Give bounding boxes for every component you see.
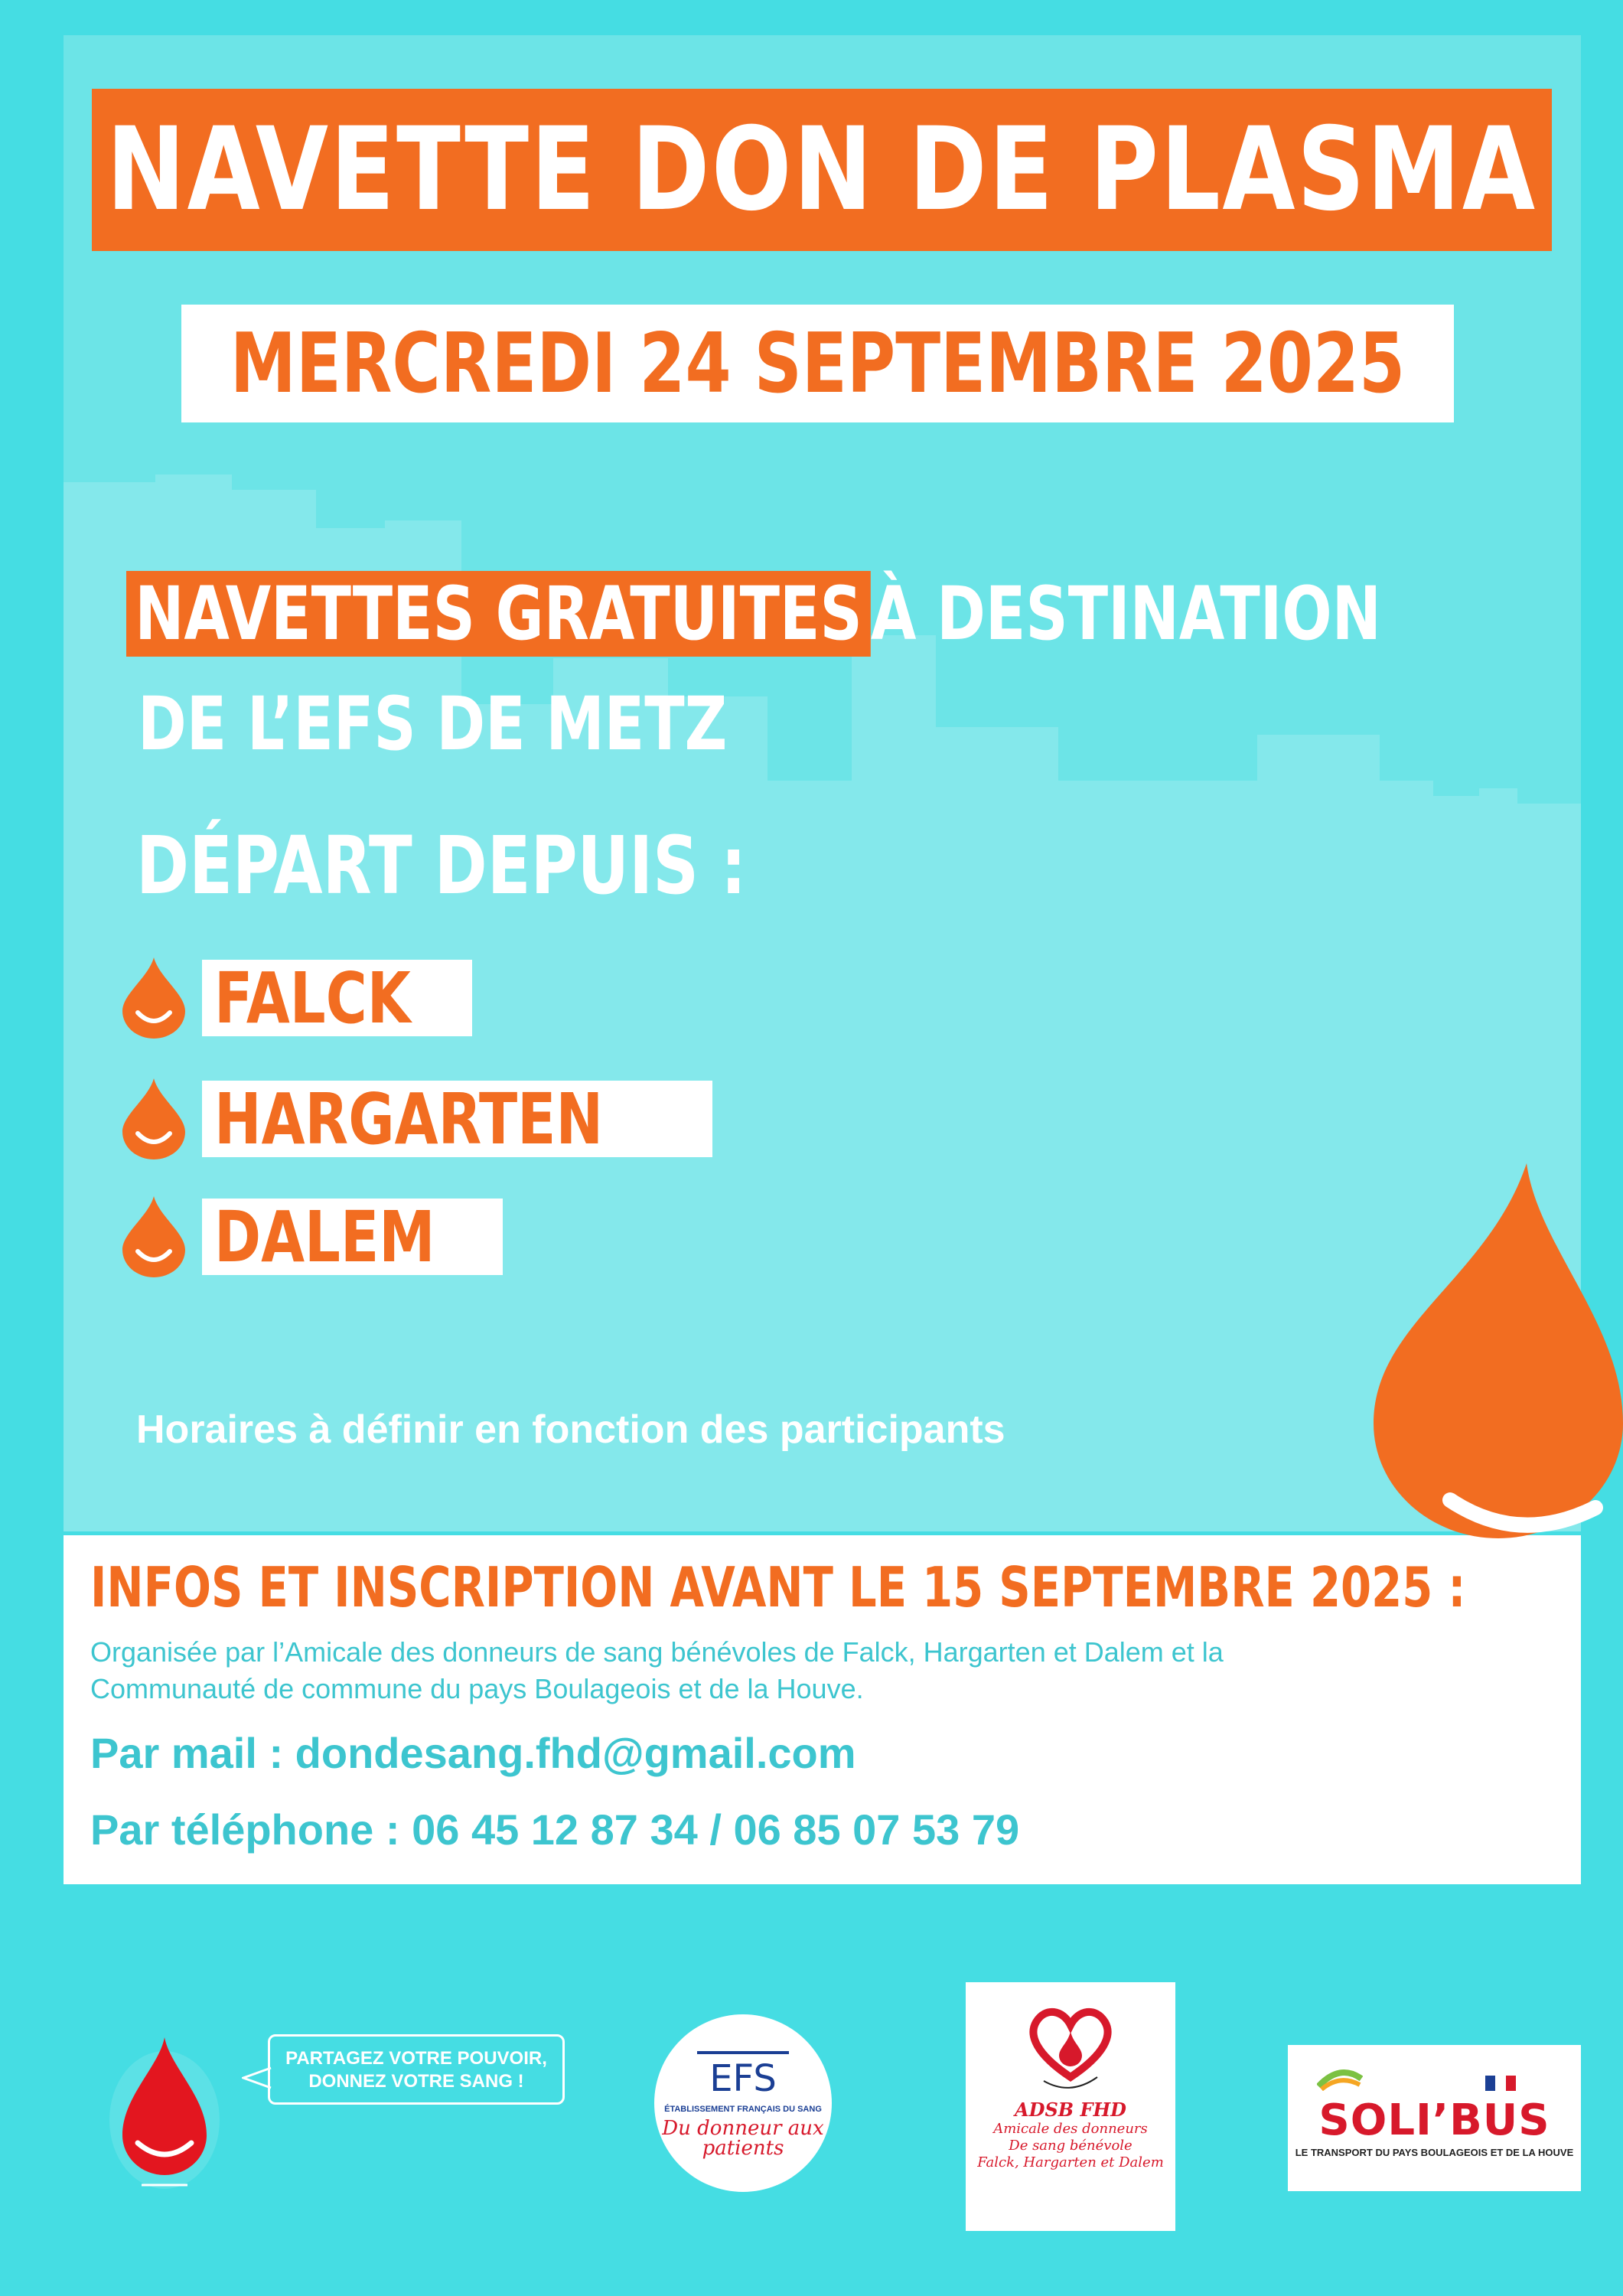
large-blood-drop-icon bbox=[1374, 1163, 1623, 1577]
efs-subtitle: ÉTABLISSEMENT FRANÇAIS DU SANG bbox=[664, 2105, 822, 2114]
adsb-line: Falck, Hargarten et Dalem bbox=[977, 2154, 1164, 2170]
campaign-blood-drop-logo bbox=[107, 2028, 222, 2197]
adsb-title: ADSB FHD bbox=[1015, 2099, 1126, 2121]
town-item bbox=[121, 1191, 503, 1283]
info-title: INFOS ET INSCRIPTION AVANT LE 15 SEPTEMBRE 2025 : bbox=[90, 1555, 1466, 1619]
solibus-subtitle: LE TRANSPORT DU PAYS BOULAGEOIS ET DE LA HOUVE bbox=[1295, 2147, 1574, 2158]
efs-tagline: Du donneur aux patients bbox=[662, 2117, 824, 2160]
email-link[interactable]: dondesang.fhd@gmail.com bbox=[295, 1729, 856, 1777]
slogan-line-2: DONNEZ VOTRE SANG ! bbox=[308, 2071, 524, 2092]
efs-logo bbox=[654, 2014, 832, 2192]
mail-line bbox=[90, 1728, 856, 1778]
heart-hand-icon bbox=[1021, 2001, 1120, 2092]
destination-text: À DESTINATION bbox=[870, 571, 1381, 657]
shuttle-line-2: DE L’EFS DE METZ bbox=[138, 681, 728, 767]
town-name: FALCK bbox=[214, 957, 411, 1039]
town-label-box bbox=[202, 1078, 712, 1160]
mail-label: Par mail : bbox=[90, 1729, 295, 1777]
solibus-logo bbox=[1288, 2045, 1581, 2191]
phone-line bbox=[90, 1805, 1019, 1854]
town-item bbox=[121, 952, 472, 1044]
adsb-line: Amicale des donneurs bbox=[993, 2121, 1148, 2137]
community-emblem-icon bbox=[1317, 2063, 1363, 2091]
phone-numbers[interactable]: 06 45 12 87 34 / 06 85 07 53 79 bbox=[412, 1805, 1020, 1854]
town-label-box bbox=[202, 957, 472, 1039]
event-date: MERCREDI 24 SEPTEMBRE 2025 bbox=[230, 315, 1406, 412]
town-item bbox=[121, 1073, 712, 1165]
blood-drop-icon bbox=[121, 1195, 187, 1279]
slogan-line-1: PARTAGEZ VOTRE POUVOIR, bbox=[285, 2048, 547, 2069]
page-title: NAVETTE DON DE PLASMA bbox=[106, 103, 1537, 236]
departure-label: DÉPART DEPUIS : bbox=[136, 819, 747, 912]
town-name: HARGARTEN bbox=[214, 1078, 604, 1160]
french-flag-icon bbox=[1485, 2076, 1516, 2091]
adsb-line: De sang bénévole bbox=[1009, 2138, 1133, 2154]
date-banner bbox=[181, 305, 1454, 422]
efs-mark: EFS bbox=[697, 2051, 789, 2100]
phone-label: Par téléphone : bbox=[90, 1805, 412, 1854]
shuttle-line-1 bbox=[126, 572, 1381, 655]
town-label-box bbox=[202, 1195, 503, 1278]
blood-drop-icon bbox=[121, 956, 187, 1040]
schedule-note: Horaires à définir en fonction des participants bbox=[136, 1407, 1005, 1452]
solibus-name: SOLI’BUS bbox=[1318, 2095, 1550, 2145]
free-shuttles-highlight: NAVETTES GRATUITES bbox=[126, 571, 871, 657]
adsb-fhd-logo bbox=[966, 1982, 1175, 2231]
slogan-bubble bbox=[268, 2034, 565, 2105]
title-banner bbox=[92, 89, 1552, 251]
blood-drop-icon bbox=[121, 1077, 187, 1161]
town-name: DALEM bbox=[214, 1195, 435, 1278]
organizer-text: Organisée par l’Amicale des donneurs de sang bénévoles de Falck, Hargarten et Dalem et la Communauté de commune du pays Boulageois et de la Houve. bbox=[90, 1636, 1224, 1704]
